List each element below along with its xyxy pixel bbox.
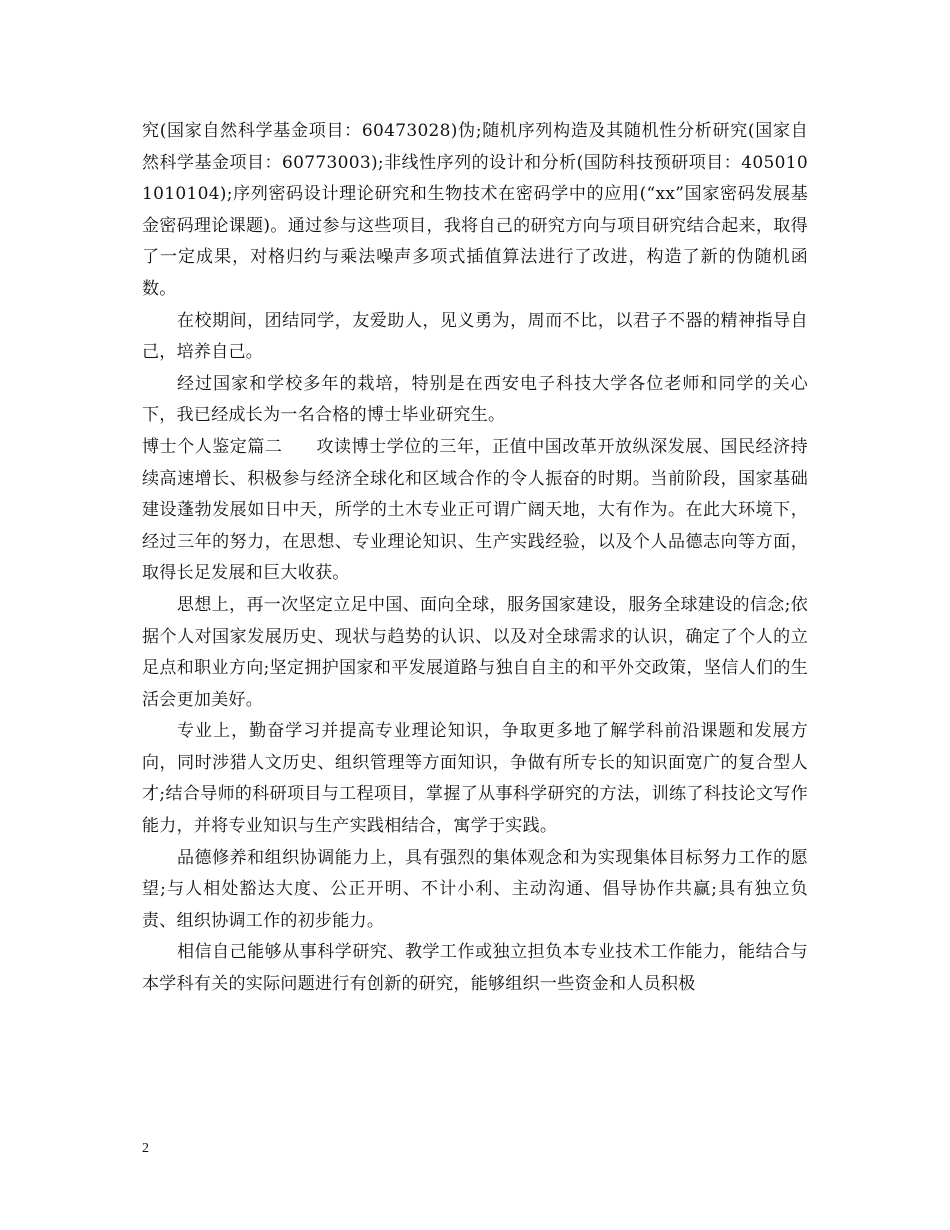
- paragraph-text: 专业上，勤奋学习并提高专业理论知识，争取更多地了解学科前沿课题和发展方向，同时涉猎人文历史、组织管理等方面知识，争做有所专长的知识面宽广的复合型人才;结合导师的科研项目与工程项目，掌握了从事科学研究的方法，训练了科技论文写作能力，并将专业知识与生产实践相结合，寓学于实践。: [142, 721, 808, 837]
- paragraph-professional: [142, 716, 808, 842]
- paragraph-text: 在校期间，团结同学，友爱助人，见义勇为，周而不比，以君子不器的精神指导自己，培养自己。: [142, 310, 808, 363]
- paragraph-character: [142, 843, 808, 938]
- paragraph-text: 攻读博士学位的三年，正值中国改革开放纵深发展、国民经济持续高速增长、积极参与经济全球化和区域合作的令人振奋的时期。当前阶段，国家基础建设蓬勃发展如日中天，所学的土木专业正可谓广阔天地，大有作为。在此大环境下，经过三年的努力，在思想、专业理论知识、生产实践经验，以及个人品德志向等方面，取得长足发展和巨大收获。: [142, 436, 808, 584]
- paragraph-thought: [142, 590, 808, 716]
- paragraph-text: 究(国家自然科学基金项目：60473028)伪;随机序列构造及其随机性分析研究(国家自然科学基金项目：60773003);非线性序列的设计和分析(国防科技预研项目：4050101010104);序列密码设计理论研究和生物技术在密码学中的应用(“xx”国家密码发展基金密码理论课题)。通过参与这些项目，我将自己的研究方向与项目研究结合起来，取得了一定成果，对格归约与乘法噪声多项式插值算法进行了改进，构造了新的伪随机函数。: [142, 121, 808, 299]
- paragraph-capability: [142, 937, 808, 1000]
- paragraph-text: 相信自己能够从事科学研究、教学工作或独立担负本专业技术工作能力，能结合与本学科有关的实际问题进行有创新的研究，能够组织一些资金和人员积极: [142, 942, 808, 995]
- document-body: [142, 116, 808, 1001]
- section-heading: 博士个人鉴定篇二: [142, 436, 283, 457]
- paragraph-campus-life: [142, 306, 808, 369]
- paragraph-section-two: [142, 432, 808, 590]
- paragraph-text: 经过国家和学校多年的栽培，特别是在西安电子科技大学各位老师和同学的关心下，我已经成长为一名合格的博士毕业研究生。: [142, 373, 808, 426]
- paragraph-text: 思想上，再一次坚定立足中国、面向全球，服务国家建设，服务全球建设的信念;依据个人对国家发展历史、现状与趋势的认识、以及对全球需求的认识，确定了个人的立足点和职业方向;坚定拥护国家和平发展道路与独自自主的和平外交政策，坚信人们的生活会更加美好。: [142, 594, 808, 710]
- paragraph-project-list: [142, 116, 808, 306]
- paragraph-growth: [142, 369, 808, 432]
- paragraph-text: 品德修养和组织协调能力上，具有强烈的集体观念和为实现集体目标努力工作的愿望;与人相处豁达大度、公正开明、不计小利、主动沟通、倡导协作共赢;具有独立负责、组织协调工作的初步能力。: [142, 847, 808, 931]
- page-number: 2: [142, 1141, 149, 1156]
